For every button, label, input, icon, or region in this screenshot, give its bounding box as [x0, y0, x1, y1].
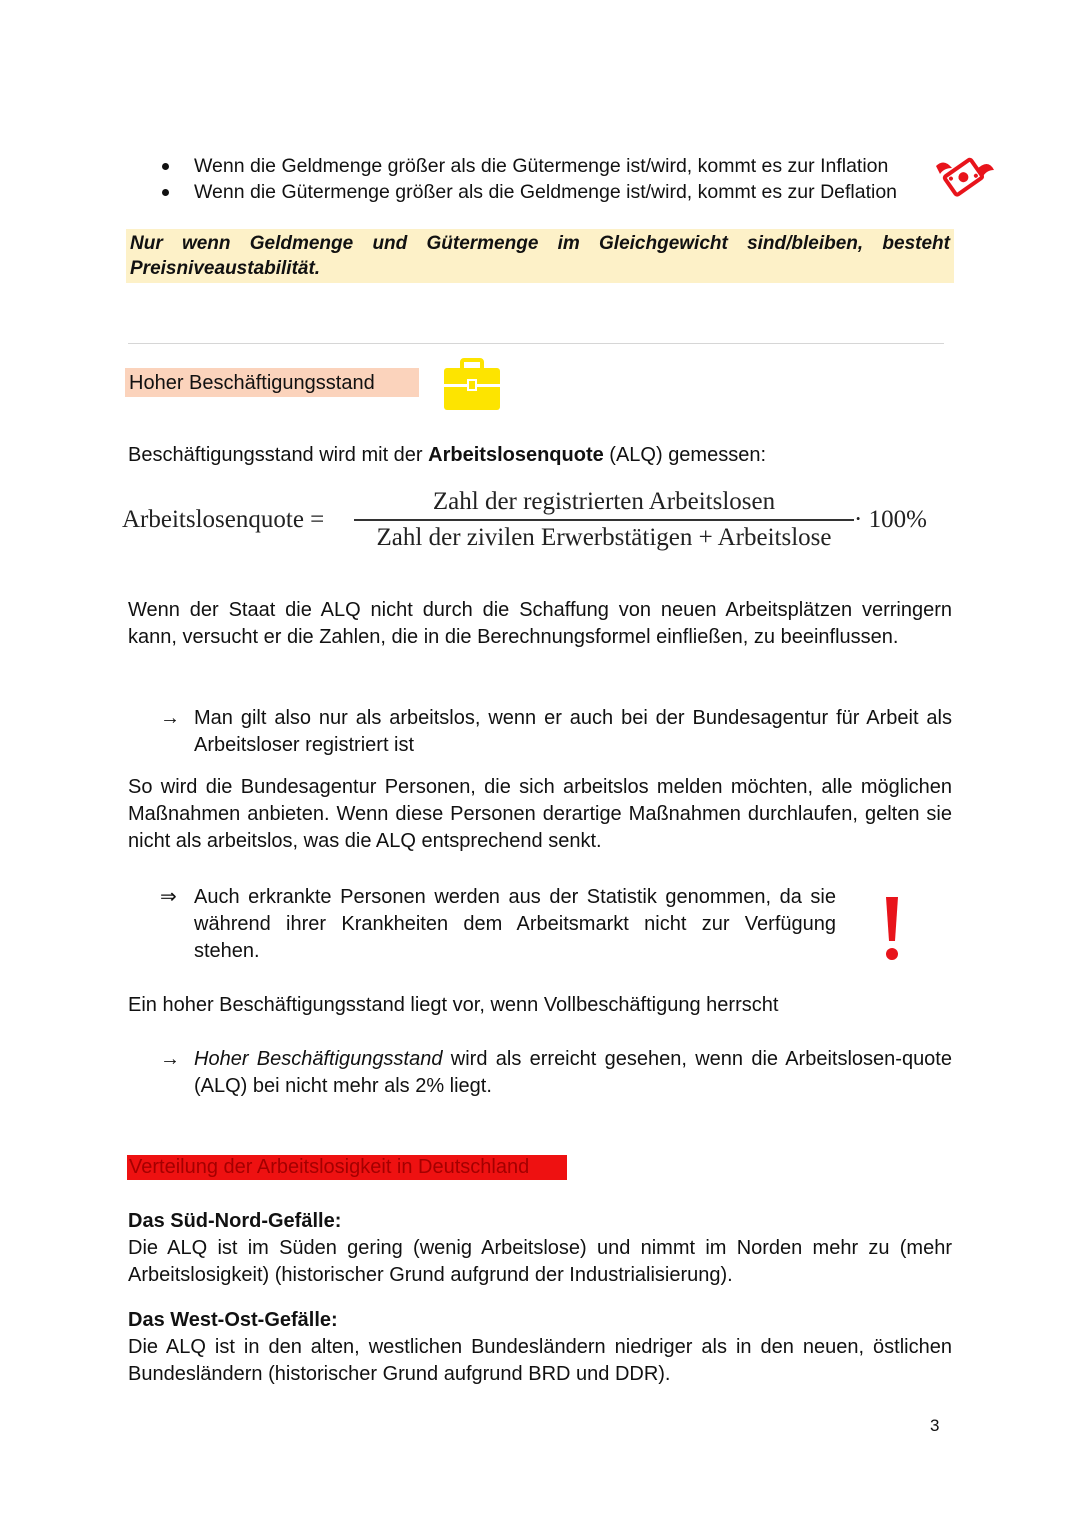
paragraph-measures: So wird die Bundesagentur Personen, die sich arbeitslos melden möchten, alle möglichen Maßnahmen anbieten. Wenn diese Personen derartige Maßnahmen durchlaufen, gelten sie nicht als arbeitslos, was die ALQ entsprechend senkt.: [128, 776, 952, 852]
intro-bold-term: Arbeitslosenquote: [428, 444, 604, 466]
double-arrow-icon: ⇒: [160, 886, 177, 908]
section-heading-employment: Hoher Beschäftigungsstand: [125, 368, 419, 397]
arrow-icon: →: [160, 707, 180, 729]
arrow-note-registered-text: Man gilt also nur als arbeitslos, wenn er auch bei der Bundesagentur für Arbeit als Arbeitsloser registriert ist: [194, 707, 952, 756]
text-west-ost: Die ALQ ist in den alten, westlichen Bundesländern niedriger als in den neuen, östlichen Bundesländern (historischer Grund aufgrund BRD und DDR).: [128, 1336, 952, 1385]
arrow-note-sick-text: Auch erkrankte Personen werden aus der Statistik genommen, da sie während ihrer Krankheiten dem Arbeitsmarkt nicht zur Verfügung stehen.: [194, 886, 836, 962]
italic-term: Hoher Beschäftigungsstand: [194, 1048, 443, 1070]
bullet-list: [128, 153, 928, 205]
bullet-inflation: Wenn die Geldmenge größer als die Gütermenge ist/wird, kommt es zur Inflation: [128, 153, 928, 179]
paragraph-state-influence: Wenn der Staat die ALQ nicht durch die Schaffung von neuen Arbeitsplätzen verringern kann, versucht er die Zahlen, die in die Berechnungsformel einfließen, zu beeinflussen.: [128, 599, 952, 648]
formula-numerator: Zahl der registrierten Arbeitslosen: [432, 488, 776, 515]
intro-text: Beschäftigungsstand wird mit der Arbeitslosenquote (ALQ) gemessen:: [128, 444, 767, 466]
exclamation-icon: [872, 893, 912, 963]
formula-right: · 100%: [854, 506, 927, 533]
alq-formula: [122, 486, 952, 556]
note-line-2: Preisniveaustabilität.: [130, 258, 321, 279]
arrow-note-sick: [160, 884, 836, 965]
divider: [128, 343, 944, 344]
formula-denominator: Zahl der zivilen Erwerbstätigen + Arbeitslose: [376, 524, 832, 551]
formula-left: Arbeitslosenquote =: [122, 506, 325, 533]
arrow-note-registered: [160, 705, 952, 759]
arrow-icon: →: [160, 1048, 180, 1070]
briefcase-icon: [442, 358, 502, 412]
bullet-deflation: Wenn die Gütermenge größer als die Geldmenge ist/wird, kommt es zur Deflation: [128, 179, 928, 205]
page-number: 3: [930, 1416, 940, 1435]
arrow-note-threshold-text: wird als erreicht gesehen, wenn die Arbeitslosen-quote (ALQ) bei nicht mehr als 2% liegt.: [194, 1048, 952, 1097]
section-heading-distribution: Verteilung der Arbeitslosigkeit in Deutschland: [127, 1155, 567, 1180]
note-line-1: Nur wenn Geldmenge und Gütermenge im Gleichgewicht sind/bleiben, besteht: [130, 233, 950, 254]
formula-fraction-bar: [354, 519, 854, 521]
heading-sued-nord: Das Süd-Nord-Gefälle:: [128, 1210, 342, 1232]
arrow-note-threshold: [160, 1046, 952, 1100]
heading-west-ost: Das West-Ost-Gefälle:: [128, 1309, 338, 1331]
paragraph-full-employment: Ein hoher Beschäftigungsstand liegt vor, wenn Vollbeschäftigung herrscht: [128, 994, 779, 1016]
text-sued-nord: Die ALQ ist im Süden gering (wenig Arbeitslose) und nimmt im Norden mehr zu (mehr Arbeitslosigkeit) (historischer Grund aufgrund der Industrialisierung).: [128, 1237, 952, 1286]
flying-money-icon: [932, 148, 996, 204]
highlight-note: [126, 229, 954, 283]
